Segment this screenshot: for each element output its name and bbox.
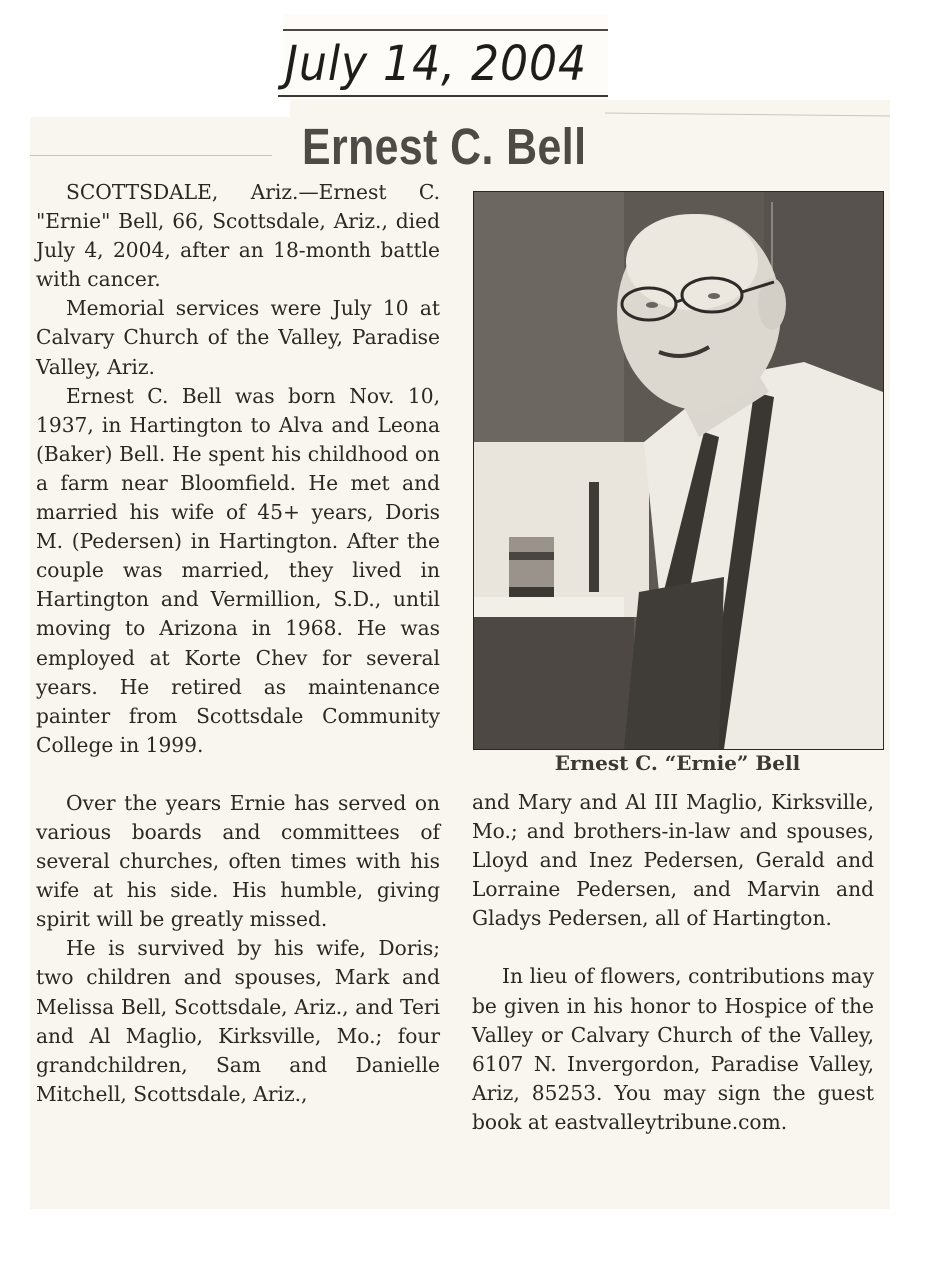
divider-line [278, 95, 608, 97]
article-column-right [472, 788, 874, 1137]
paragraph: He is survived by his wife, Doris; two children and spouses, Mark and Melissa Bell, Scottsdale, Ariz., and Teri and Al Maglio, Kirksville, Mo.; four grandchildren, Sam and Danielle Mitchell, Scottsdale, Ariz., [36, 936, 440, 1106]
paragraph: Ernest C. Bell was born Nov. 10, 1937, in Hartington to Alva and Leona (Baker) Bell. He spent his childhood on a farm near Bloomfield. He met and married his wife of 45+ years, Doris M. (Pedersen) in Hartington. After the couple was married, they lived in Hartington and Vermillion, S.D., until moving to Arizona in 1968. He was employed at Korte Chev for several years. He retired as maintenance painter from Scottsdale Community College in 1999. [36, 383, 440, 757]
paragraph: SCOTTSDALE, Ariz.—Ernest C. "Ernie" Bell, 66, Scottsdale, Ariz., died July 4, 2004, after an 18-month battle with cancer. [36, 180, 440, 292]
portrait-illustration [474, 192, 883, 749]
photo-caption: Ernest C. “Ernie” Bell [554, 751, 801, 775]
paragraph: Over the years Ernie has served on various boards and committees of several churches, often times with his wife at his side. His humble, giving spirit will be greatly missed. [36, 790, 440, 932]
handwritten-date: July 14, 2004 [285, 36, 588, 92]
clipping-edge [30, 155, 272, 156]
portrait-photo [473, 191, 884, 750]
paragraph: Memorial services were July 10 at Calvary Church of the Valley, Paradise Valley, Ariz. [36, 296, 440, 379]
obituary-headline: Ernest C. Bell [302, 118, 587, 175]
article-column-left [36, 178, 440, 1109]
paragraph: and Mary and Al III Maglio, Kirksville, Mo.; and brothers-in-law and spouses, Lloyd and Inez Pedersen, Gerald and Lorraine Pedersen, and Marvin and Gladys Pedersen, all of Hartington. [472, 790, 874, 931]
divider-line [283, 29, 608, 31]
paragraph: In lieu of flowers, contributions may be given in his honor to Hospice of the Valley or Calvary Church of the Valley, 6107 N. Invergordon, Paradise Valley, Ariz, 85253. You may sign the guest book at eastvalleytribune.com. [472, 964, 874, 1134]
